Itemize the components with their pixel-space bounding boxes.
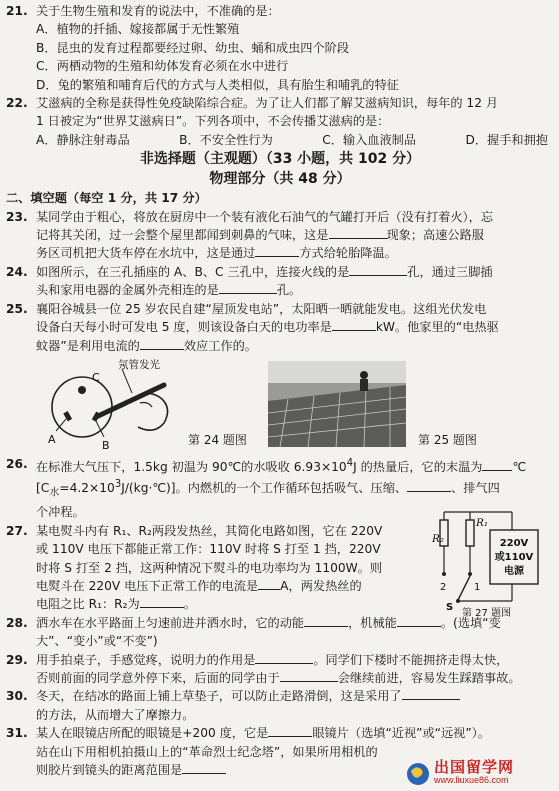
section-heading-physics: 物理部分（共 48 分） <box>209 171 351 188</box>
question-line: 站在山下用相机拍摄山上的“革命烈士纪念塔”，如果所用相机的 <box>36 744 378 759</box>
site-watermark <box>405 759 555 789</box>
switch-blade <box>458 576 470 600</box>
question-number: 30. <box>6 689 28 704</box>
question-line: 记将其关闭，过一会整个屋里都闻到刺鼻的气味，这是 现象；高速公路服 <box>36 228 484 243</box>
answer-blank[interactable] <box>140 595 184 608</box>
question-line: 冬天，在结冰的路面上铺上草垫子，可以防止走路滑倒，这是采用了 <box>36 687 554 705</box>
question-line: 如图所示，在三孔插座的 A、B、C 三孔中，连接火线的是 孔，通过三脚插 <box>36 264 493 279</box>
question-number: 31. <box>6 726 28 741</box>
option-a: A．静脉注射毒品 <box>36 132 130 147</box>
answer-blank[interactable] <box>258 577 280 590</box>
label-b: B <box>102 438 110 452</box>
socket-hole-a <box>63 411 72 421</box>
person-head <box>360 371 368 379</box>
figure-27-caption: 第 27 题图 <box>462 607 512 618</box>
answer-blank[interactable] <box>304 614 348 627</box>
question-line: 设备白天每小时可发电 5 度，则该设备白天的电功率是 kW。他家里的“电热驱 <box>36 320 499 335</box>
question-stem: 关于生物生殖和发育的说法中，不准确的是： <box>36 4 280 18</box>
question-line: 电熨斗在 220V 电压下正常工作的电流是 A，两发热丝的 <box>36 578 362 593</box>
person-body <box>360 379 368 391</box>
question-line: 则胶片到镜头的距离范围是 <box>36 761 554 779</box>
question-line: 某人在眼镜店所配的眼镜是+200 度，它是 眼镜片（选填“近视”或“远视”）。 <box>36 726 490 741</box>
question-line: 电阻之比 R₁：R₂为 。 <box>36 597 196 612</box>
question-line: 襄阳谷城县一位 25 岁农民自建“屋顶发电站”，太阳晒一晒就能发电。这组光伏发电 <box>36 301 487 316</box>
answer-blank[interactable] <box>402 687 460 700</box>
figure-25-caption: 第 25 题图 <box>418 432 477 447</box>
solar-roof-photo <box>268 361 406 447</box>
question-27 <box>6 516 554 618</box>
label-switch: S <box>446 601 454 613</box>
question-number: 28. <box>6 615 28 630</box>
question-28 <box>6 614 554 651</box>
answer-blank[interactable] <box>255 244 299 257</box>
watermark-text-group <box>434 761 514 787</box>
question-line: 蚊器”是利用电流的 效应工作的。 <box>36 338 257 353</box>
question-line: 的方法，从而增大了摩擦力。 <box>36 707 195 722</box>
label-contact-1: 1 <box>474 581 481 593</box>
question-line: 用手拍桌子，手感觉疼，说明力的作用是 。同学们下楼时不能拥挤走得太快， <box>36 652 509 667</box>
socket-hole-c <box>78 386 86 394</box>
photo-sky <box>268 361 406 383</box>
answer-blank[interactable] <box>255 651 313 664</box>
question-24 <box>6 263 554 300</box>
circuit-diagram <box>432 506 550 618</box>
exam-page <box>6 2 554 779</box>
question-number: 25. <box>6 301 28 316</box>
label-r2: R₂ <box>432 532 445 545</box>
question-line: $[C_水=4.2\times 10^3J/(kg\cdot℃)]$。内燃机的一个工作循环包括吸气、压缩、 、排气四 <box>36 479 500 499</box>
answer-blank[interactable] <box>280 669 338 682</box>
question-23 <box>6 208 554 263</box>
answer-blank[interactable] <box>140 337 184 350</box>
figure-row <box>6 357 554 453</box>
options-row <box>6 131 554 149</box>
question-number: 26. <box>6 456 28 471</box>
question-line: 在标准大气压下，1.5kg 初温为 90℃的水吸收 $6.93\times 10^4J$ 的热量后，它的末温为 ℃ <box>36 457 527 474</box>
section-heading-fill: 二、填空题（每空 1 分，共 17 分） <box>6 191 207 206</box>
answer-blank[interactable] <box>397 614 441 627</box>
watermark-url: www.liuxue86.com <box>434 775 509 785</box>
question-number: 21. <box>6 4 28 18</box>
option-d: D．兔的繁殖和哺育后代的方式与人类相似，具有胎生和哺乳的特征 <box>36 77 399 92</box>
question-line: 大”、“变小”或“不变”) <box>36 634 158 649</box>
watermark-title: 出国留学网 <box>434 759 515 776</box>
question-30 <box>6 687 554 724</box>
label-leader <box>122 369 132 393</box>
question-line: 否则前面的同学意外停下来，后面的同学由于 会继续前进，容易发生踩踏事故。 <box>36 670 521 685</box>
option-d: D．握手和拥抱 <box>465 132 548 147</box>
question-line: 个冲程。 <box>36 505 85 520</box>
contact-2 <box>442 572 446 576</box>
question-21 <box>6 2 554 20</box>
option-a: A．植物的扦插、嫁接都属于无性繁殖 <box>36 22 240 37</box>
option-c: C．输入血液制品 <box>322 132 417 147</box>
question-number: 29. <box>6 652 28 667</box>
option-b: B．昆虫的发育过程都要经过卵、幼虫、蛹和成虫四个阶段 <box>36 40 350 55</box>
question-25 <box>6 300 554 355</box>
source-voltage-2: 或110V <box>494 551 534 563</box>
source-label: 电源 <box>504 565 524 577</box>
contact-1 <box>468 572 472 576</box>
question-number: 22. <box>6 96 28 111</box>
question-line: 洒水车在水平路面上匀速前进并洒水时，它的动能 ，机械能 。(选填“变 <box>36 615 501 630</box>
socket-tester-figure <box>36 357 186 453</box>
question-line: 务区司机把大货车停在水坑中，这是通过 方式给轮胎降温。 <box>36 246 397 261</box>
globe-icon <box>405 761 431 787</box>
answer-blank[interactable] <box>219 281 277 294</box>
label-c: C <box>92 370 100 384</box>
option-c: C．两栖动物的生殖和幼体发育必须在水中进行 <box>36 59 289 74</box>
neon-label: 氖管发光 <box>118 358 160 371</box>
figure-24-caption: 第 24 题图 <box>188 432 247 447</box>
answer-blank[interactable] <box>349 263 407 276</box>
hand-finger <box>140 402 152 407</box>
option-b: B．不安全性行为 <box>179 132 273 147</box>
label-contact-2: 2 <box>440 581 447 593</box>
question-number: 24. <box>6 264 28 279</box>
answer-blank[interactable] <box>482 458 512 471</box>
question-line: 某同学由于粗心，将放在厨房中一个装有液化石油气的气罐打开后（没有打着火），忘 <box>36 209 494 224</box>
question-line: 或 110V 电压下都能正常工作：110V 时将 S 打至 1 挡，220V <box>36 542 381 557</box>
question-number: 23. <box>6 209 28 224</box>
resistor-r1 <box>466 520 474 546</box>
question-22 <box>6 94 554 131</box>
question-29 <box>6 651 554 688</box>
answer-blank[interactable] <box>182 761 226 774</box>
question-line: 1 日被定为“世界艾滋病日”。下列各项中，不会传播艾滋病的是： <box>36 114 390 129</box>
question-number: 27. <box>6 523 28 538</box>
hand-outline <box>136 393 168 430</box>
question-line: 艾滋病的全称是获得性免疫缺陷综合症。为了让人们都了解艾滋病知识，每年的 12 月 <box>36 96 499 111</box>
label-a: A <box>48 432 56 446</box>
answer-blank[interactable] <box>268 724 312 737</box>
answer-blank[interactable] <box>329 226 387 239</box>
answer-blank[interactable] <box>407 479 451 492</box>
question-line: 头和家用电器的金属外壳相连的是 孔。 <box>36 283 302 298</box>
section-heading-nonchoice: 非选择题（主观题）（33 小题，共 102 分） <box>139 151 421 168</box>
label-r1: R₁ <box>476 516 489 529</box>
source-voltage-1: 220V <box>499 537 529 549</box>
question-line: 某电熨斗内有 R₁、R₂两段发热丝，其简化电路如图，它在 220V <box>36 523 383 538</box>
question-line: 时将 S 打至 2 挡，这两种情况下熨斗的电功率均为 1100W。则 <box>36 560 383 575</box>
answer-blank[interactable] <box>332 318 376 331</box>
